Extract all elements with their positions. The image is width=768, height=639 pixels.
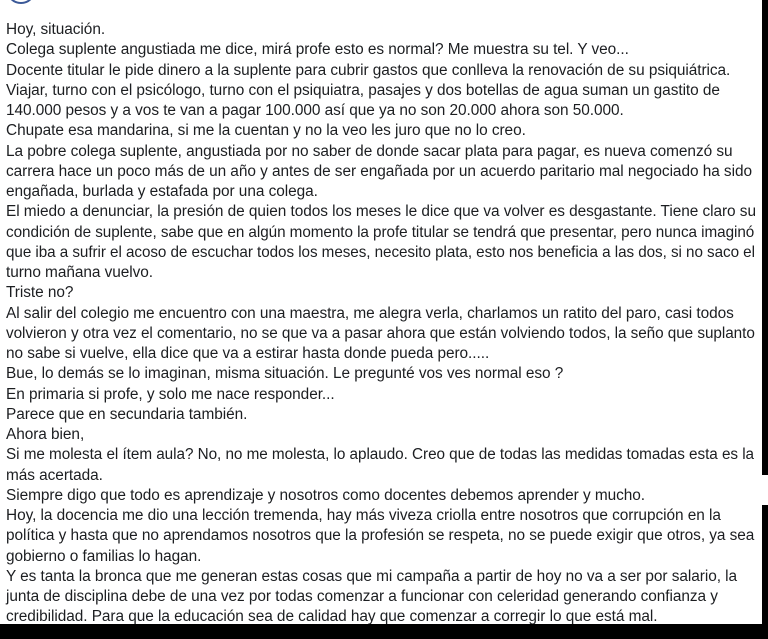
post-line: no sabe si vuelve, ella dice que va a estirar hasta donde pueda pero.....: [6, 345, 490, 362]
post-line: más acertada.: [6, 466, 103, 484]
post-line: condición de suplente, sabe que en algún momento la profe titular se tendrá que presentar, pero nunca imaginó: [6, 223, 755, 241]
post-line: La pobre colega suplente, angustiada por no saber de donde sacar plata para pagar, es nueva comenzó su: [6, 142, 733, 160]
post-line: gobierno o familias lo hagan.: [6, 547, 202, 565]
post-text: [6, 20, 758, 624]
post-line: volvieron y otra vez el comentario, no se que va a pasar ahora que están volviendo todos, la seño que suplanto: [6, 324, 755, 342]
post-line: Chupate esa mandarina, si me la cuentan y no la veo les juro que no lo creo.: [6, 122, 526, 140]
post-line: turno mañana vuelvo.: [6, 264, 154, 281]
screen-edge: [762, 0, 768, 639]
post-line: carrera hace un poco más de un año y antes de ser engañada por un acuerdo paritario mal negociado ha sido: [6, 162, 752, 180]
post-line: Hoy, situación.: [6, 21, 106, 38]
post-line: Si me molesta el ítem aula? No, no me molesta, lo aplaudo. Creo que de todas las medidas tomadas esta es la: [6, 446, 755, 464]
post-line: Al salir del colegio me encuentro con una maestra, me alegra verla, charlamos un ratito del paro, casi todos: [6, 304, 734, 322]
post-line: engañada, burlada y estafada por una colega.: [6, 183, 318, 200]
post-line: Bue, lo demás se lo imaginan, misma situación. Le pregunté vos ves normal eso ?: [6, 365, 564, 383]
post-line: Y es tanta la bronca que me generan estas cosas que mi campaña a partir de hoy no va a ser por salario, la: [6, 567, 738, 585]
post-line: Triste no?: [6, 284, 74, 302]
post-line: Ahora bien,: [6, 426, 85, 443]
post-line: Viajar, turno con el psicólogo, turno con el psiquiatra, pasajes y dos botellas de agua suman un gastito de: [6, 81, 720, 99]
post-line: El miedo a denunciar, la presión de quien todos los meses le dice que va volver es desgastante. Tiene claro su: [6, 203, 756, 221]
avatar[interactable]: [6, 0, 36, 4]
post-line: Siempre digo que todo es aprendizaje y nosotros como docentes debemos aprender y mucho.: [6, 486, 646, 504]
post-line: Docente titular le pide dinero a la suplente para cubrir gastos que conlleva la renovación de su psiquiátrica.: [6, 61, 731, 79]
post-line: Colega suplente angustiada me dice, mirá profe esto es normal? Me muestra su tel. Y veo...: [6, 41, 629, 59]
post-line: que iba a sufrir el acoso de escuchar todos los meses, necesito plata, esto nos beneficia a las dos, si no saco el: [6, 243, 755, 261]
post-line: En primaria si profe, y solo me nace responder...: [6, 385, 335, 403]
post-line: junta de disciplina debe de una vez por todas comenzar a funcionar con celeridad generando confianza y: [6, 588, 718, 605]
scrollbar-gap: [762, 475, 768, 505]
bottom-bar: [0, 624, 768, 639]
post-line: 140.000 pesos y a vos te van a pagar 100.000 así que ya no son 20.000 ahora son 50.000.: [6, 102, 624, 119]
post-line: credibilidad. Para que la educación sea de calidad hay que comenzar a corregir lo que está mal.: [6, 608, 658, 624]
post-line: Parece que en secundaria también.: [6, 405, 248, 423]
post-line: política y hasta que no aprendamos nosotros que la profesión se respeta, no se puede exigir que otros, ya sea: [6, 527, 755, 545]
post-line: Hoy, la docencia me dio una lección tremenda, hay más viveza criolla entre nosotros que corrupción en la: [6, 507, 721, 524]
